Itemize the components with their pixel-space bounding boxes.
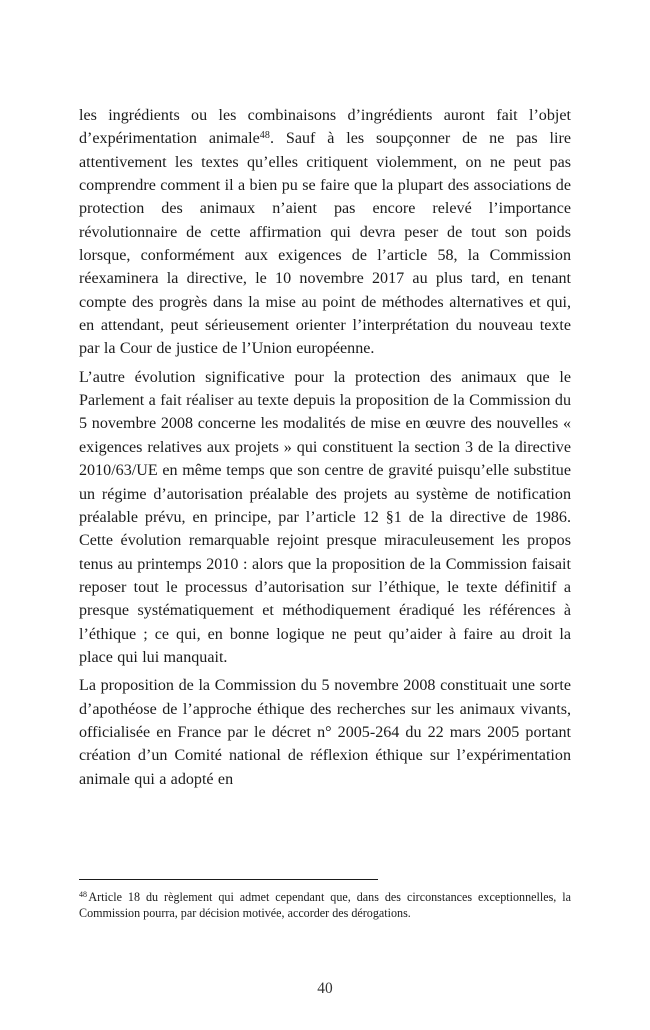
footnote-separator-rule (79, 879, 378, 880)
footnote-item (79, 889, 571, 922)
paragraph-2: L’autre évolution significative pour la protection des animaux que le Parlement a fait réaliser au texte depuis la proposition de la Commission du 5 novembre 2008 concerne les modalités de mise en œuvre des nouvelles « exigences relatives aux projets » qui constituent la section 3 de la directive 2010/63/UE en même temps que son centre de gravité puisqu’elle substitue un régime d’autorisation préalable des projets au système de notification préalable prévu, en principe, par l’article 12 §1 de la directive de 1986. Cette évolution remarquable rejoint presque miraculeusement les propos tenus au printemps 2010 : alors que la proposition de la Commission faisait reposer tout le processus d’autorisation sur l’éthique, le texte définitif a presque systématiquement et méthodiquement éradiqué les références à l’éthique ; ce qui, en bonne logique ne peut qu’aider à faire au droit la place qui lui manquait. (79, 368, 571, 666)
footnote-body: Article 18 du règlement qui admet cependant que, dans des circonstances exceptionnelles, la Commission pourra, par décision motivée, accorder des dérogations. (79, 890, 571, 921)
paragraph-1-lead: les ingrédients ou les combinaisons d’ingrédients auront fait l’objet d’expérimentation animale (79, 107, 571, 148)
paragraph-1 (79, 104, 571, 361)
footnote-number: 48 (79, 890, 87, 900)
paragraph-1-rest: . Sauf à les soupçonner de ne pas lire attentivement les textes qu’elles critiquent violemment, on ne peut pas comprendre comment il a bien pu se faire que la plupart des associations de protection des animaux n’aient pas encore relevé l’importance révolutionnaire de cette affirmation qui devra peser de tout son poids lorsque, conformément aux exigences de l’article 58, la Commission réexaminera la directive, le 10 novembre 2017 au plus tard, en tenant compte des progrès dans la mise au point de méthodes alternatives et qui, en attendant, peut sérieusement orienter l’interprétation du nouveau texte par la Cour de justice de l’Union européenne. (79, 130, 571, 358)
paragraph-3: La proposition de la Commission du 5 novembre 2008 constituait une sorte d’apothéose de l’approche éthique des recherches sur les animaux vivants, officialisée en France par le décret n° 2005-264 du 22 mars 2005 portant création d’un Comité national de réflexion éthique sur l’expérimentation animale qui a adopté en (79, 677, 571, 788)
body-text-block (79, 104, 571, 791)
page-number: 40 (317, 980, 333, 997)
footnote-area (79, 879, 571, 922)
footnote-reference-48[interactable]: 48 (259, 130, 270, 142)
